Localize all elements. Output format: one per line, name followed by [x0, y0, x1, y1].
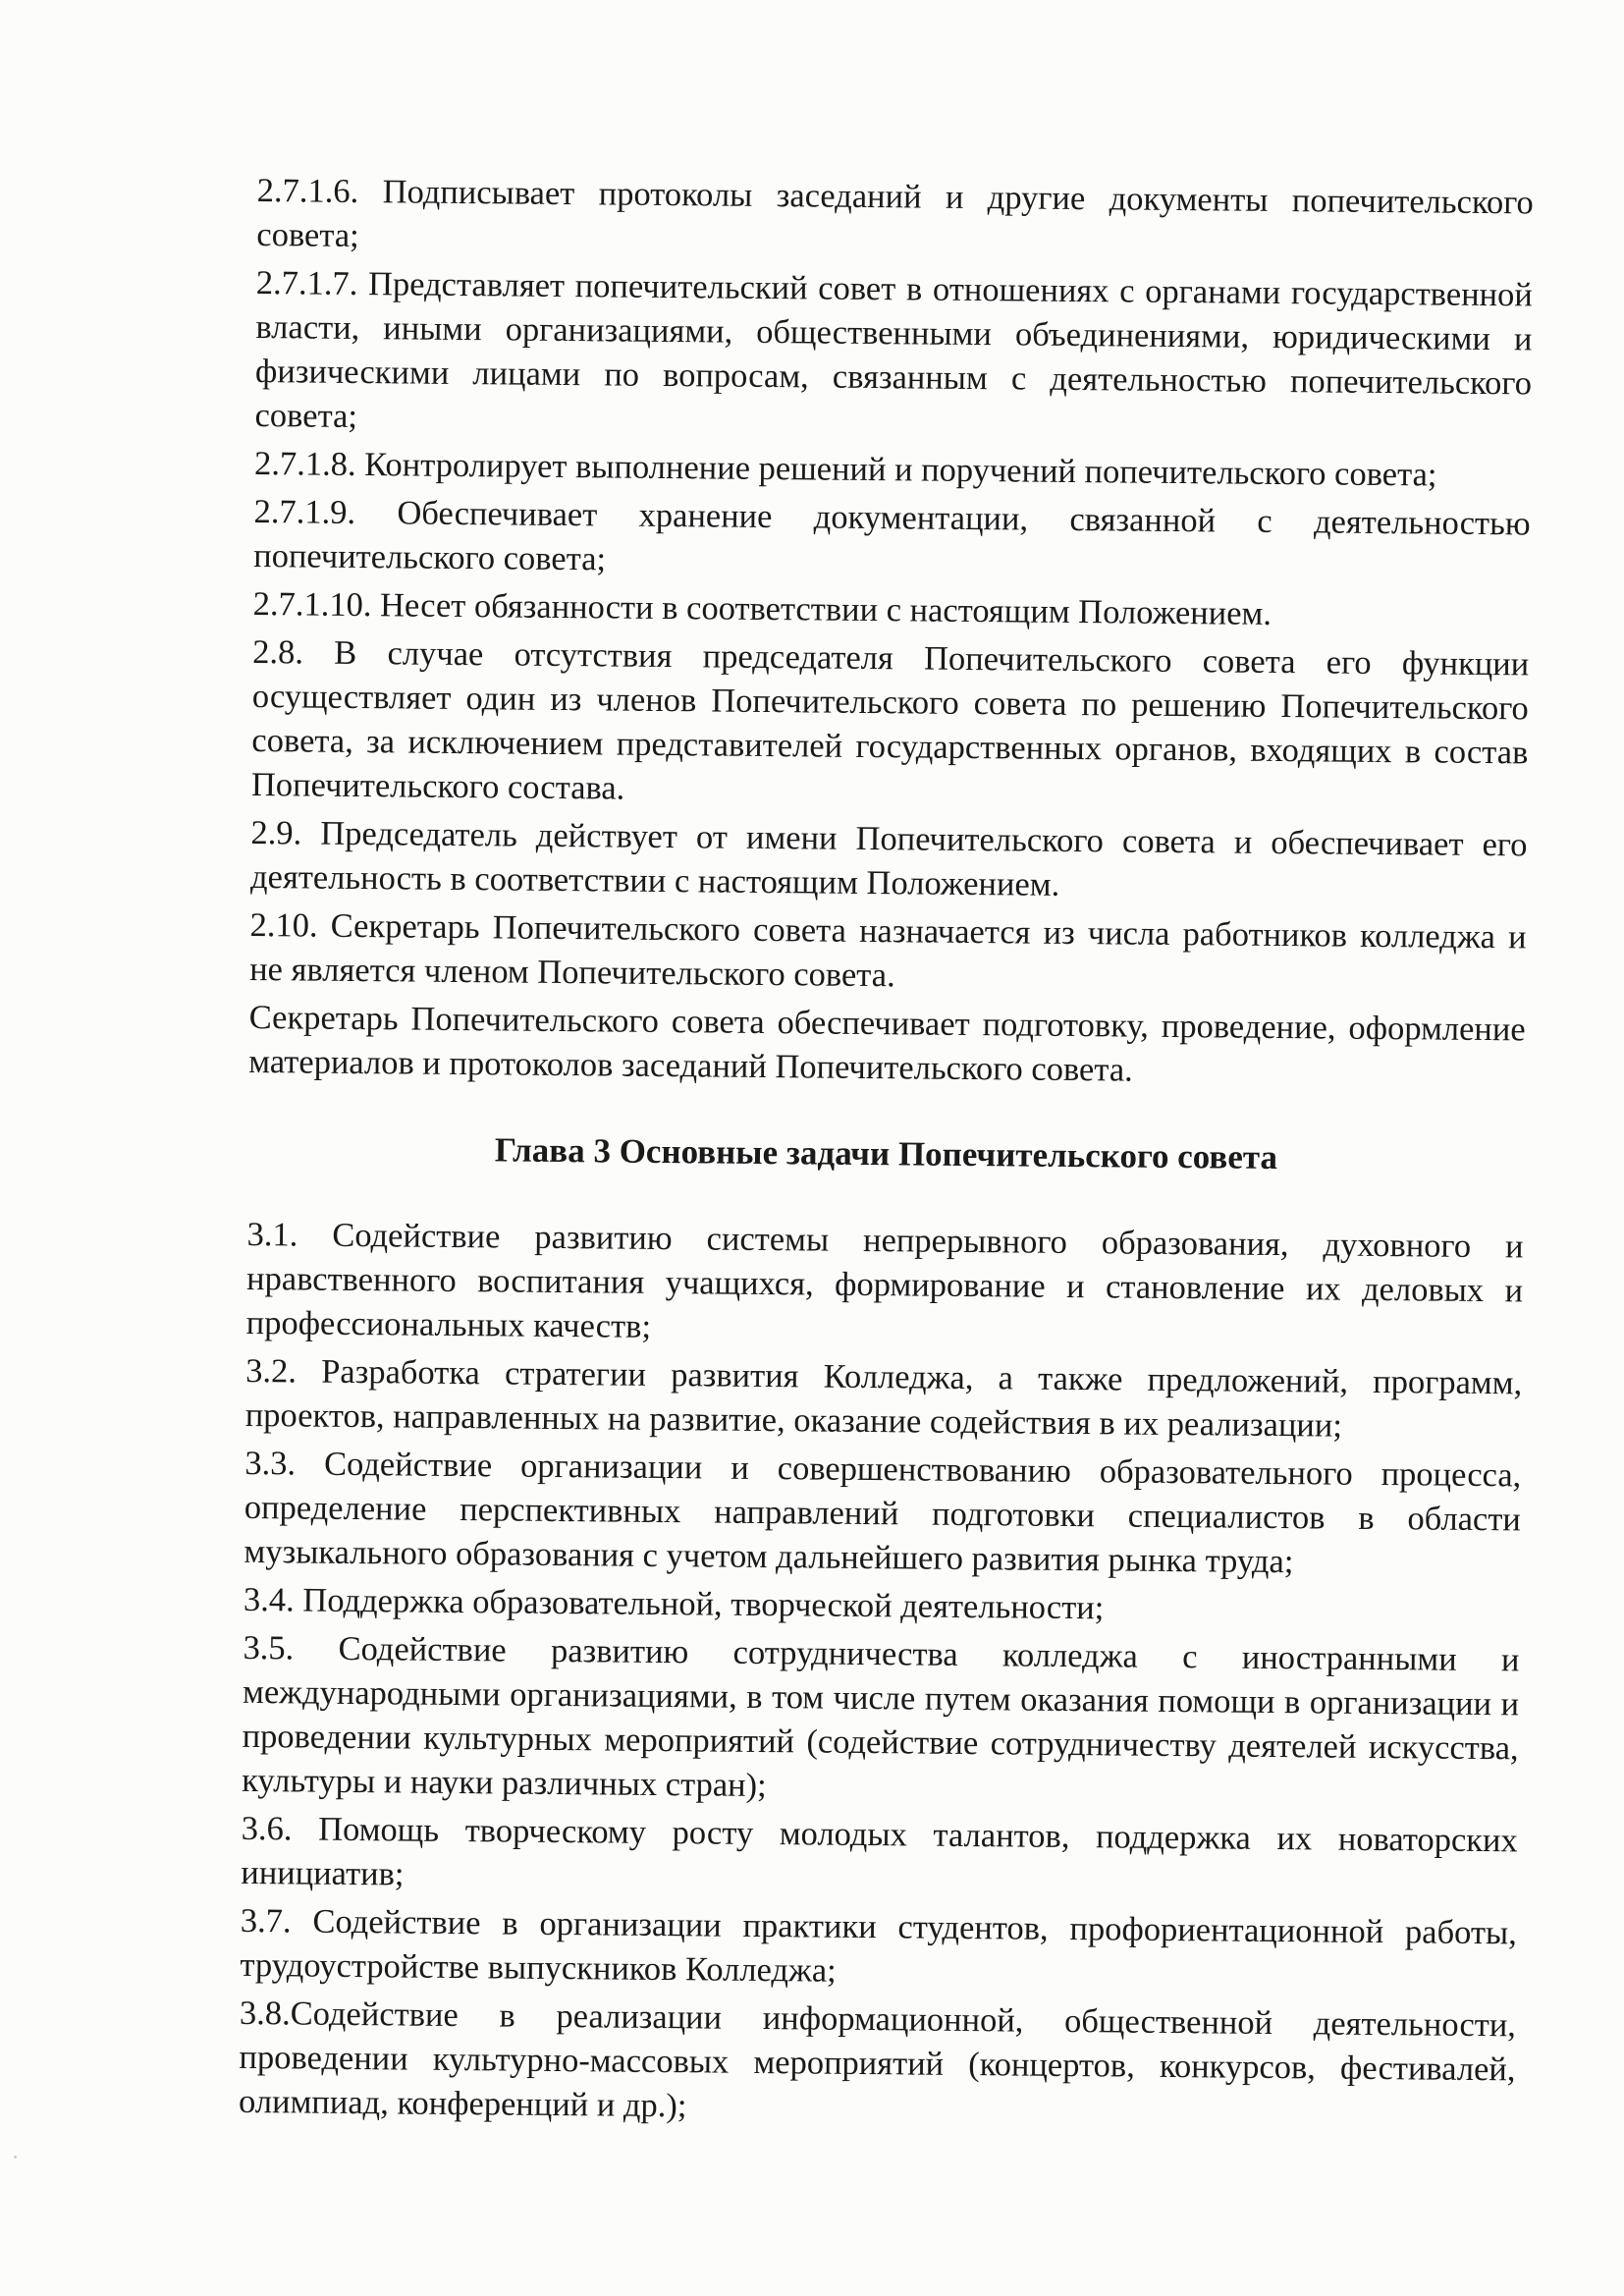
paragraph-3-5: 3.5. Содействие развитию сотрудничества колледжа с иностранными и международными организациями, в том числе путем оказания помощи в организации и проведении культурных мероприятий (содействие сотрудничеству деятелей искусства, культуры и науки различных стран); — [242, 1628, 1520, 1805]
document-text — [239, 169, 1534, 2140]
paragraph-3-4: 3.4. Поддержка образовательной, творческой деятельности; — [243, 1580, 1105, 1627]
paragraph-2-10: 2.10. Секретарь Попечительского совета назначается из числа работников колледжа и не является членом Попечительского совета. — [248, 905, 1527, 995]
paragraph-2-8: 2.8. В случае отсутствия председателя Попечительского совета его функции осуществляет один из членов Попечительского совета по решению Попечительского совета, за исключением представителей государственных органов, входящих в состав Попечительского состава. — [250, 632, 1530, 807]
paragraph-3-3: 3.3. Содействие организации и совершенствованию образовательного процесса, определение перспективных направлений подготовки специалистов в области музыкального образования с учетом дальнейшего развития рынка труда; — [244, 1444, 1522, 1581]
paragraph-3-8: 3.8.Содействие в реализации информационной, общественной деятельности, проведении культурно-массовых мероприятий (концертов, конкурсов, фестивалей, олимпиад, конференций и др.); — [238, 1994, 1517, 2125]
chapter-3-heading: Глава 3 Основные задачи Попечительского совета — [494, 1130, 1278, 1177]
scan-speck — [14, 2156, 17, 2159]
paragraph-2-7-1-8: 2.7.1.8. Контролирует выполнение решений и поручений попечительского совета; — [253, 444, 1437, 494]
paragraph-3-2: 3.2. Разработка стратегии развития Колледжа, а также предложений, программ, проектов, направленных на развитие, оказание содействия в их реализации; — [244, 1351, 1523, 1445]
paragraph-2-7-1-9: 2.7.1.9. Обеспечивает хранение документации, связанной с деятельностью попечительского совета; — [253, 492, 1531, 578]
paragraph-3-7: 3.7. Содействие в организации практики студентов, профориентационной работы, трудоустройстве выпускников Колледжа; — [240, 1901, 1517, 1990]
paragraph-2-9: 2.9. Председатель действует от имени Попечительского совета и обеспечивает его деятельность в соответствии с настоящим Положением. — [249, 813, 1528, 903]
paragraph-3-1: 3.1. Содействие развитию системы непрерывного образования, духовного и нравственного воспитания учащихся, формирование и становление их деловых и профессиональных качеств; — [245, 1215, 1524, 1345]
paragraph-secretary-duties: Секретарь Попечительского совета обеспечивает подготовку, проведение, оформление материалов и протоколов заседаний Попечительского совета. — [248, 998, 1526, 1089]
paragraph-2-7-1-6: 2.7.1.6. Подписывает протоколы заседаний и другие документы попечительского совета; — [256, 171, 1534, 254]
paragraph-3-6: 3.6. Помощь творческому росту молодых талантов, поддержка их новаторских инициатив; — [241, 1809, 1518, 1893]
paragraph-2-7-1-7: 2.7.1.7. Представляет попечительский совет в отношениях с органами государственной власти, иными организациями, общественными объединениями, юридическими и физическими лицами по вопросам, связанным с деятельностью попечительского совета; — [254, 263, 1534, 435]
paragraph-2-7-1-10: 2.7.1.10. Несет обязанности в соответствии с настоящим Положением. — [252, 584, 1272, 632]
